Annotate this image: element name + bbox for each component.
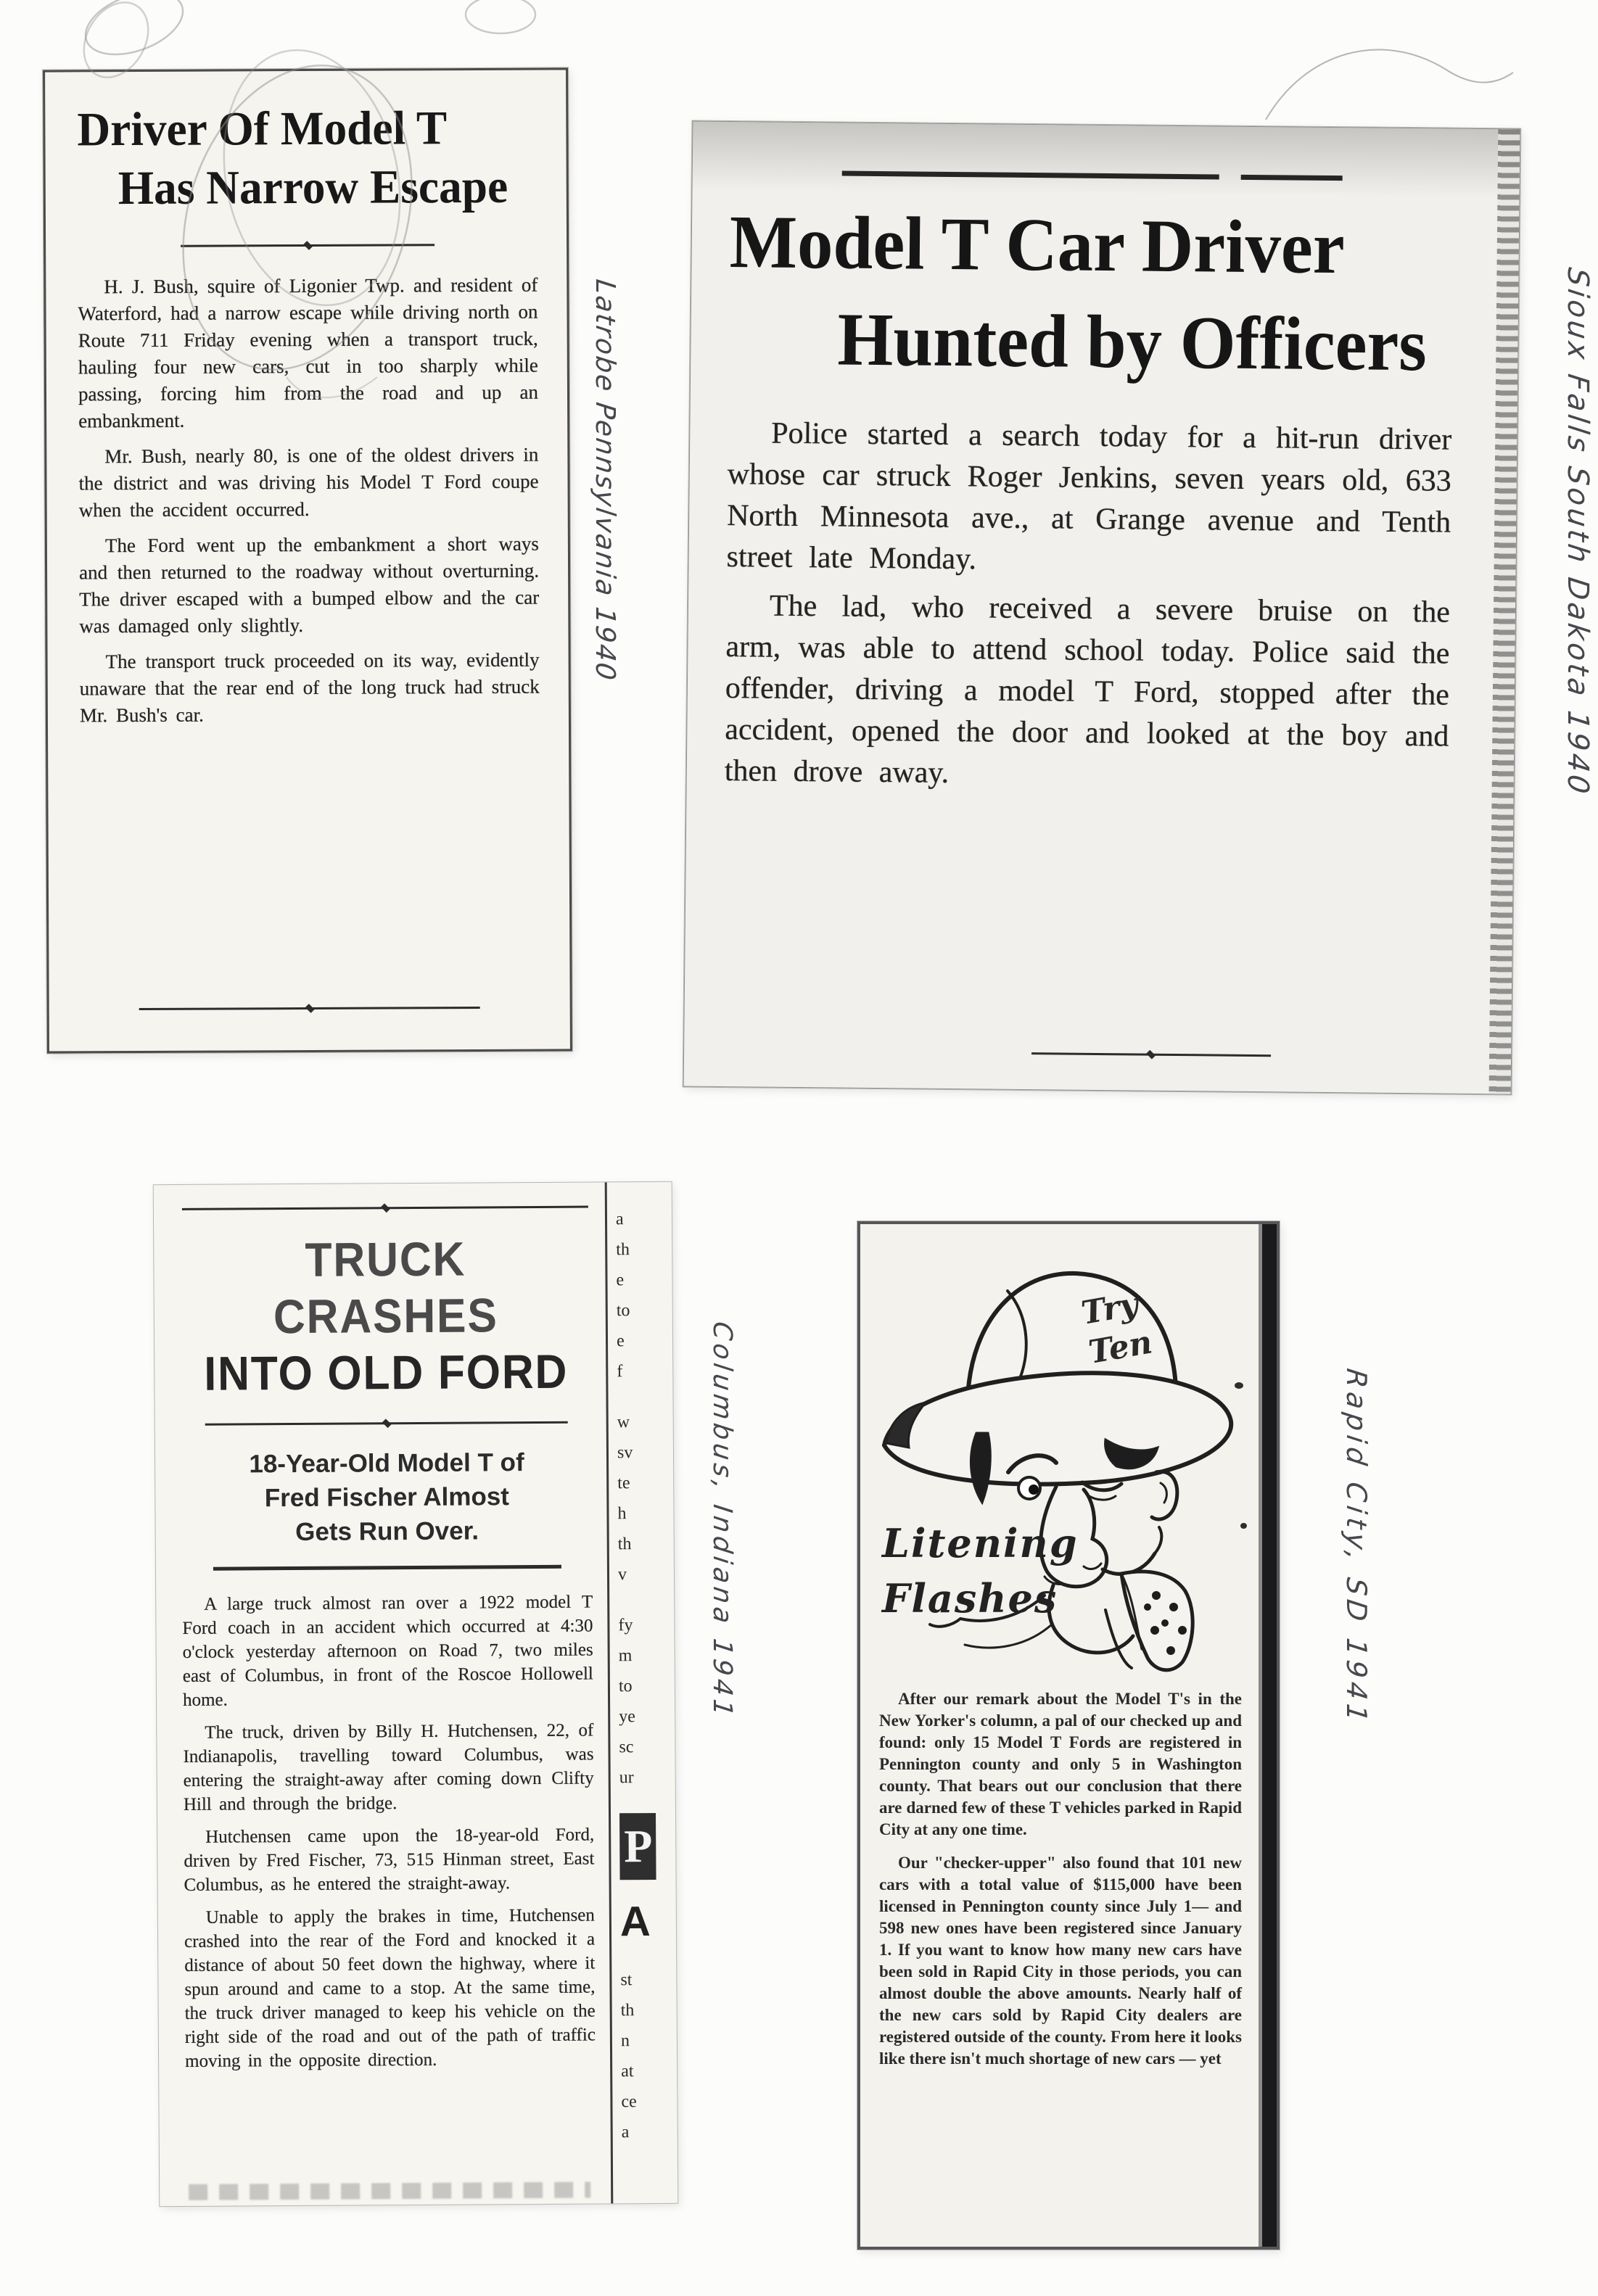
body-paragraph: The Ford went up the embankment a short ways and then returned to the roadway without overturning. The driver escaped with a bumped elbow and the car was damaged only slightly. <box>79 532 540 637</box>
clipping-hit-run-driver <box>683 121 1521 1095</box>
body-paragraph: Police started a search today for a hit-run driver whose car struck Roger Jenkins, seven years old, 633 North Minnesota ave., at Grange avenue and Tenth street late Monday. <box>726 416 1452 577</box>
end-divider <box>1031 1049 1271 1060</box>
body-paragraph: H. J. Bush, squire of Ligonier Twp. and resident of Waterford, had a narrow escape while driving north on Route 711 Friday evening when a transport truck, hauling four new cars, cut in too sharply while passing, forcing him from the road and up an embankment. <box>78 273 539 432</box>
headline-divider <box>205 1419 568 1429</box>
adjacent-column-fragment-strip <box>605 1182 678 2204</box>
body-paragraph: The lad, who received a severe bruise on the arm, was able to attend school today. Police said the offender, driving a model T Ford, stopped after the accident, opened the door and looked at the boy and then drove away. <box>724 589 1451 790</box>
end-divider <box>139 1004 480 1013</box>
body-paragraph: The transport truck proceeded on its way, evidently unaware that the rear end of the long truck had struck Mr. Bush's car. <box>79 648 540 727</box>
column-fragments: fy m to ye sc ur <box>618 1616 635 1788</box>
body-paragraph: A large truck almost ran over a 1922 model T Ford coach in an accident which occurred at 4:30 o'clock yesterday afternoon on Road 7, two miles east of Columbus, in front of the Roscoe Hollowell home. <box>182 1592 593 1710</box>
top-rule <box>730 170 1454 182</box>
headline-line1: TRUCK CRASHES <box>273 1231 498 1344</box>
headline-divider <box>181 241 434 250</box>
column-fragments: st th n at ce a <box>620 1970 637 2142</box>
subhead-rule <box>213 1565 561 1571</box>
cut-off-text-line <box>189 2182 590 2200</box>
column-title <box>882 1516 1079 1626</box>
clipping-litening-flashes <box>857 1221 1280 2250</box>
headline-line1: Model T Car Driver <box>729 200 1346 290</box>
body-paragraph: Hutchensen came upon the 18-year-old Ford, driven by Fred Fischer, 73, 515 Hinman street, East Columbus, as he entered the straight-away. <box>184 1825 595 1895</box>
headline-line2: Hunted by Officers <box>836 297 1428 387</box>
handwritten-note-rapid-city: Rapid City, SD 1941 <box>1340 1366 1372 1728</box>
large-letter-fragment: A <box>619 1898 651 1946</box>
svg-text:Try: Try <box>1079 1286 1142 1332</box>
column-fragments: w sv te h th v <box>617 1413 633 1585</box>
svg-text:Ten: Ten <box>1086 1323 1156 1371</box>
body-paragraph: Our "checker-upper" also found that 101 new cars with a total value of $115,000 have been licensed in Pennington county since July 1— and 598 new ones have been registered since January 1. If you want to know how many new cars have been sold in Rapid City in those periods, you can almost double the above amounts. Nearly half of the new cars sold by Rapid City dealers are registered outside of the county. From here it looks like there isn't much shortage of new cars — yet <box>879 1854 1242 2068</box>
handwritten-note-columbus: Columbus, Indiana 1941 <box>707 1319 737 1722</box>
clipping-truck-crashes <box>154 1182 678 2206</box>
clipping-bush-narrow-escape <box>43 67 572 1053</box>
body-paragraph: Unable to apply the brakes in time, Hutchensen crashed into the rear of the Ford and knocked it a distance of about 50 feet down the highway, where it spun around and came to a stop. At the same time, the truck driver managed to keep his vehicle on the right side of the road and out of the path of traffic moving in the opposite direction. <box>184 1905 596 2071</box>
body-paragraph: Mr. Bush, nearly 80, is one of the oldest drivers in the district and was driving his Model T Ford coupe when the accident occurred. <box>78 443 539 521</box>
column-title-line2: Flashes <box>882 1575 1058 1622</box>
subheadline: 18-Year-Old Model T of Fred Fischer Almost Gets Run Over. <box>249 1448 524 1547</box>
headline-line2: INTO OLD FORD <box>204 1344 569 1400</box>
headline-line2: Has Narrow Escape <box>118 160 508 215</box>
top-divider <box>182 1203 588 1213</box>
ink-speck <box>1240 1523 1247 1529</box>
scan-edge-bar <box>1259 1224 1277 2247</box>
column-title-line1: Litening <box>882 1520 1079 1566</box>
body-paragraph: After our remark about the Model T's in the New Yorker's column, a pal of our checked up and found: only 15 Model T Fords are registered in Pennington county and only 5 in Washington county. That bears out our conclusion that there are darned few of these T vehicles parked in Rapid City at any one time. <box>879 1690 1242 1838</box>
handwritten-note-sioux-falls: Sioux Falls South Dakota 1940 <box>1561 265 1594 798</box>
column-fragments: a th e to e f <box>615 1210 630 1382</box>
body-paragraph: The truck, driven by Billy H. Hutchensen, 22, of Indianapolis, travelling toward Columbus, was entering the straight-away after coming down Clifty Hill and through the bridge. <box>183 1720 594 1814</box>
ink-speck <box>1235 1382 1243 1389</box>
reversed-headline-fragment: P <box>619 1813 656 1880</box>
headline-line1: Driver Of Model T <box>77 102 448 157</box>
film-edge-perforation <box>1489 129 1520 1094</box>
handwritten-note-latrobe: Latrobe Pennsylvania 1940 <box>590 277 621 683</box>
